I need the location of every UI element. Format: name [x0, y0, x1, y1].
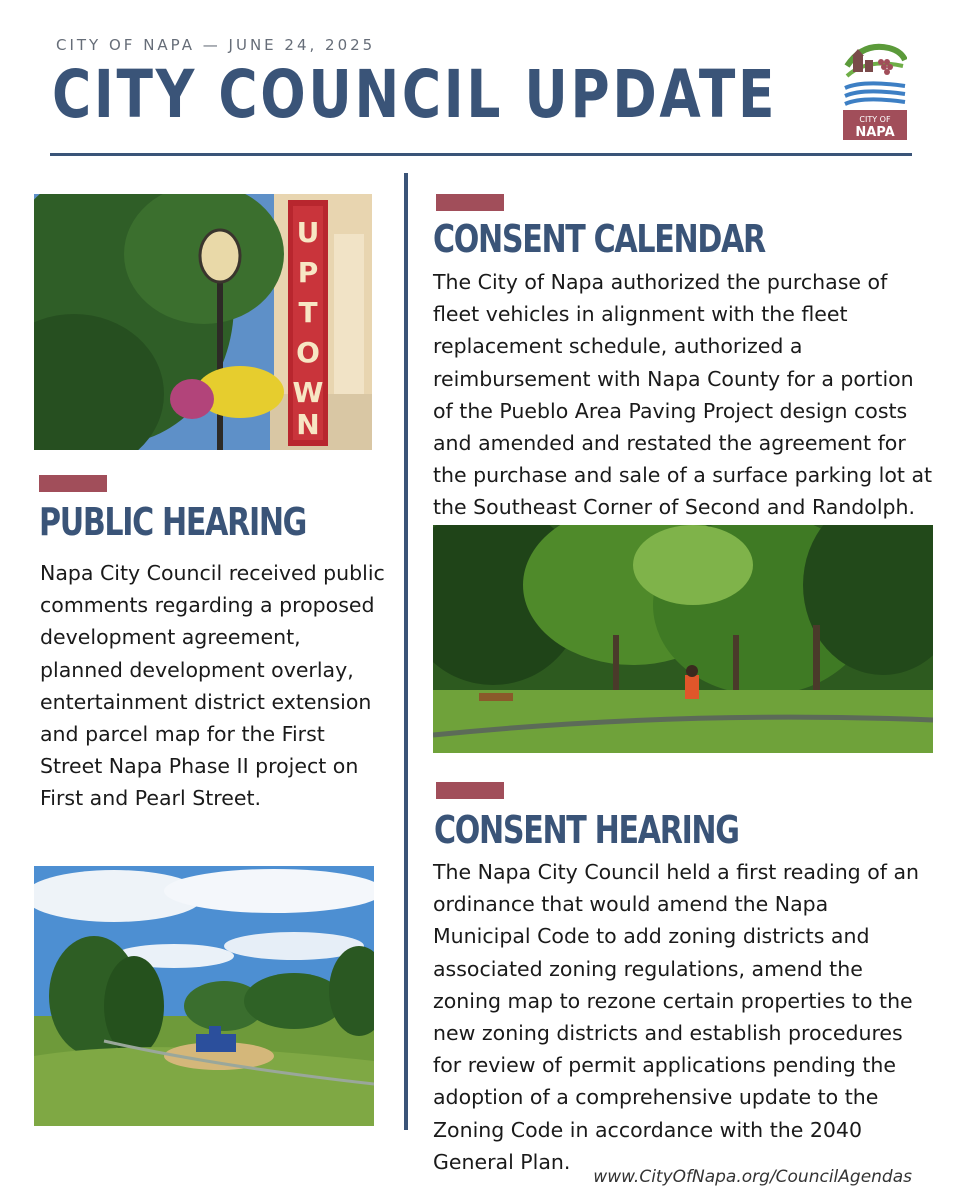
column-divider [404, 173, 408, 1130]
sign-letter-t: T [298, 296, 318, 329]
sign-letter-w: W [292, 376, 324, 409]
header-divider [50, 153, 912, 156]
page-title: CITY COUNCIL UPDATE [52, 56, 778, 133]
logo-text-bottom: NAPA [855, 125, 895, 140]
consent-hearing-heading: CONSENT HEARING [434, 808, 739, 852]
sign-letter-p: P [297, 256, 319, 289]
uptown-theater-photo [34, 194, 372, 450]
park-playground-photo [34, 866, 374, 1126]
council-agendas-link[interactable]: www.CityOfNapa.org/CouncilAgendas [593, 1167, 912, 1187]
logo-text-top: CITY OF [859, 115, 891, 124]
consent-calendar-accent-bar [436, 194, 504, 211]
city-logo [843, 36, 907, 140]
consent-calendar-body: The City of Napa authorized the purchase of fleet vehicles in alignment with the fleet replacement schedule, authorized a reimbursement with Napa County for a portion of the Pueblo Area Paving Project design costs and amended and restated the agreement for the purchase and sale of a surface parking lot at the Southeast Corner of Second and Randolph. [433, 270, 933, 520]
city-logo-graphic [843, 36, 907, 140]
park-trees-photo [433, 525, 933, 753]
consent-calendar-heading: CONSENT CALENDAR [433, 217, 765, 261]
public-hearing-heading: PUBLIC HEARING [39, 500, 307, 544]
consent-hearing-body: The Napa City Council held a first reading of an ordinance that would amend the Napa Municipal Code to add zoning districts and associated zoning regulations, amend the zoning map to rezone certain properties to the new zoning districts and establish procedures for review of permit applications pending the adoption of a comprehensive update to the Zoning Code in accordance with the 2040 General Plan. [433, 860, 920, 1174]
consent-hearing-accent-bar [436, 782, 504, 799]
public-hearing-body: Napa City Council received public comments regarding a proposed development agreement, planned development overlay, entertainment district extension and parcel map for the First Street Napa Phase II project on First and Pearl Street. [40, 561, 385, 811]
sign-letter-o: O [296, 336, 320, 369]
sign-letter-u: U [296, 216, 320, 249]
sign-letter-n: N [296, 408, 320, 441]
date-kicker: CITY OF NAPA — JUNE 24, 2025 [56, 36, 376, 54]
public-hearing-accent-bar [39, 475, 107, 492]
